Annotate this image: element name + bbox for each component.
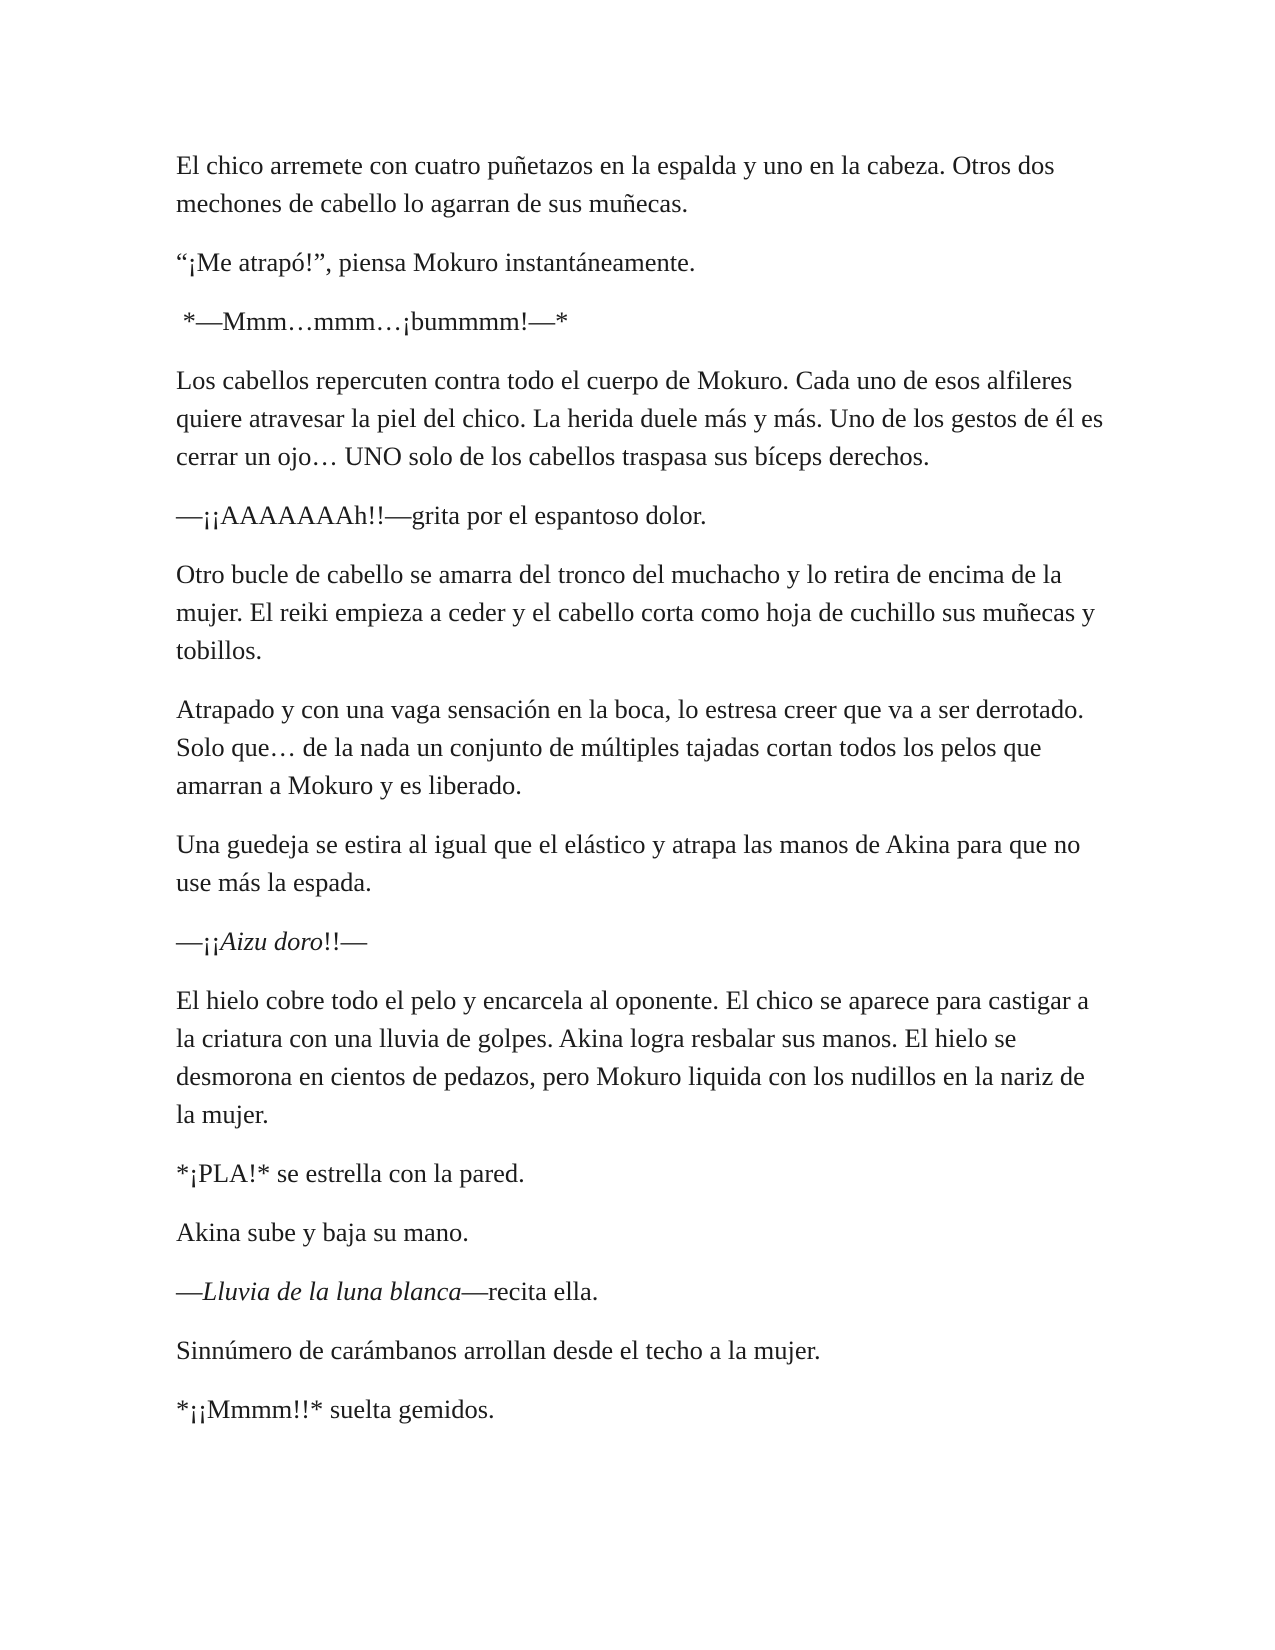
paragraph: “¡Me atrapó!”, piensa Mokuro instantáneamente. (176, 247, 696, 277)
dialogue-close: —recita ella. (461, 1276, 599, 1306)
dialogue-open: — (176, 1276, 203, 1306)
paragraph: Sinnúmero de carámbanos arrollan desde el techo a la mujer. (176, 1335, 821, 1365)
paragraph: *¡PLA!* se estrella con la pared. (176, 1158, 525, 1188)
paragraph: Otro bucle de cabello se amarra del tronco del muchacho y lo retira de encima de la mujer. El reiki empieza a ceder y el cabello corta como hoja de cuchillo sus muñecas y tobillos. (176, 559, 1096, 665)
paragraph: —¡¡AAAAAAAh!!—grita por el espantoso dolor. (176, 500, 707, 530)
dialogue-open: —¡¡ (176, 926, 221, 956)
paragraph-dialogue (176, 922, 1106, 960)
document-page (176, 146, 1106, 1449)
dialogue-close: !!— (322, 926, 368, 956)
paragraph: Akina sube y baja su mano. (176, 1217, 469, 1247)
paragraph: *¡¡Mmmm!!* suelta gemidos. (176, 1394, 495, 1424)
dialogue-italic: Aizu doro (220, 926, 323, 956)
paragraph: Los cabellos repercuten contra todo el cuerpo de Mokuro. Cada uno de esos alfileres quiere atravesar la piel del chico. La herida duele más y más. Uno de los gestos de él es cerrar un ojo… UNO solo de los cabellos traspasa sus bíceps derechos. (176, 365, 1104, 471)
paragraph: Una guedeja se estira al igual que el elástico y atrapa las manos de Akina para que no use más la espada. (176, 829, 1081, 897)
paragraph-dialogue (176, 1272, 1106, 1310)
paragraph: El hielo cobre todo el pelo y encarcela al oponente. El chico se aparece para castigar a la criatura con una lluvia de golpes. Akina logra resbalar sus manos. El hielo se desmorona en cientos de pedazos, pero Mokuro liquida con los nudillos en la nariz de la mujer. (176, 985, 1090, 1129)
dialogue-italic: Lluvia de la luna blanca (202, 1276, 462, 1306)
paragraph: *—Mmm…mmm…¡bummmm!—* (176, 306, 569, 336)
paragraph: Atrapado y con una vaga sensación en la boca, lo estresa creer que va a ser derrotado. Solo que… de la nada un conjunto de múltiples tajadas cortan todos los pelos que amarran a Mokuro y es liberado. (176, 694, 1084, 800)
paragraph: El chico arremete con cuatro puñetazos en la espalda y uno en la cabeza. Otros dos mechones de cabello lo agarran de sus muñecas. (176, 150, 1055, 218)
